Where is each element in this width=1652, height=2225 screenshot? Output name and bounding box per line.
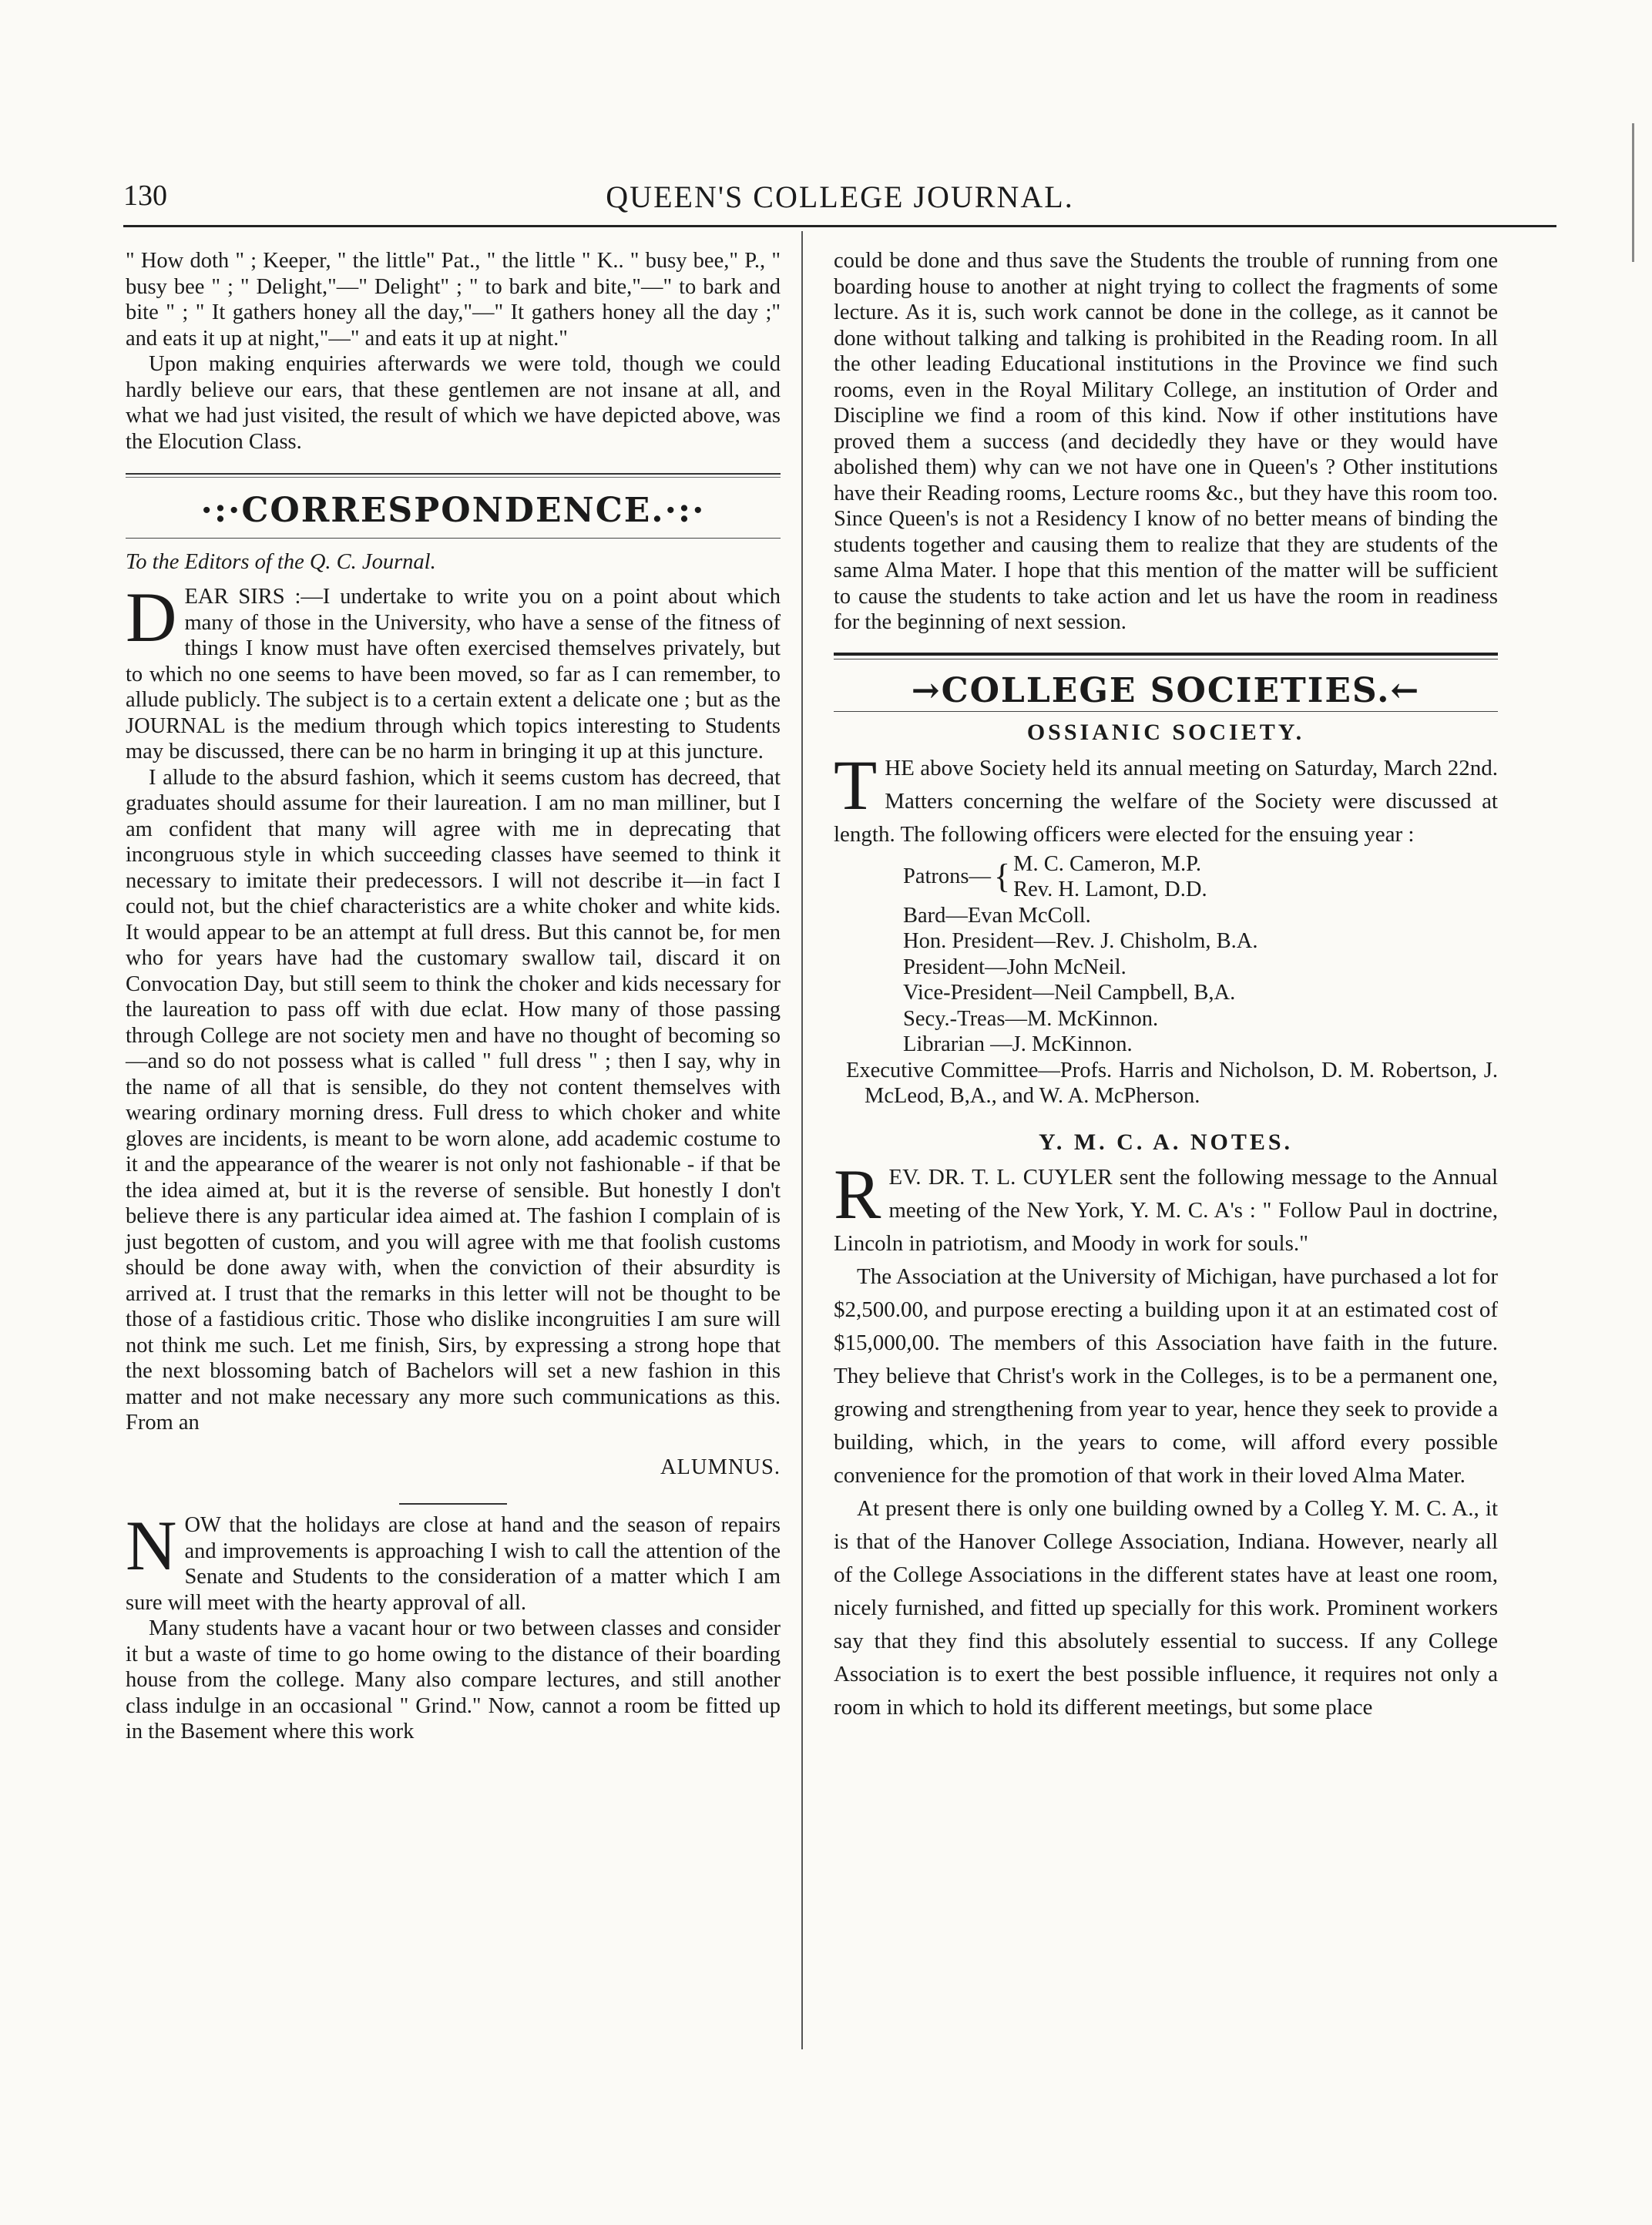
letter1-first-paragraph-text: EAR SIRS :—I undertake to write you on a point about which many of those in the University, who have a sense of the fitness of things I know must have often exercised themselves privately, but to which no one seems to have been moved, so far as I can remember, to allude publicly. The subject is to a certain extent a delicate one ; but as the JOURNAL is the medium through which topics interesting to Students may be discussed, there can be no harm in bringing it up at this juncture. [126, 585, 781, 763]
correspondence-heading: ·:·CORRESPONDENCE.·:· [200, 491, 706, 530]
letter1-signature: ALUMNUS. [660, 1455, 781, 1479]
ymca-paragraph-1-text: EV. DR. T. L. CUYLER sent the following message to the Annual meeting of the New York, Y. M. C. A's : " Follow Paul in doctrine, Lincoln in patriotism, and Moody in work for souls." [834, 1165, 1498, 1256]
ossianic-paragraph-text: HE above Society held its annual meeting on Saturday, March 22nd. Matters concerning the welfare of the Society were discussed at length. The following officers were elected for the ensuing year : [834, 755, 1498, 847]
page-number: 130 [123, 180, 167, 212]
letter2-first-paragraph [126, 1506, 781, 1616]
officer-bard: Bard—Evan McColl. [903, 903, 1091, 928]
officer-hon-president: Hon. President—Rev. J. Chisholm, B.A. [903, 929, 1258, 953]
patron-2: Rev. H. Lamont, D.D. [1013, 878, 1207, 901]
officer-vice-president: Vice-President—Neil Campbell, B,A. [903, 981, 1236, 1005]
ymca-paragraph-2: The Association at the University of Michigan, have purchased a lot for $2,500.00, and purpose erecting a building upon it at an estimated cost of $15,000,00. The members of this Association have faith in the future. They believe that Christ's work in the Colleges, is to be a permanent one, growing and strengthening from year to year, hence they seek to provide a building, which, in the years to come, will afford every possible convenience for the promotion of that work in their loved Alma Mater. [834, 1264, 1498, 1488]
column-divider [801, 231, 803, 2049]
letter2-first-paragraph-text: OW that the holidays are close at hand and the season of repairs and improvements is approaching I wish to call the attention of the Senate and Students to the consideration of a matter which I am sure will meet with the hearty approval of all. [126, 1513, 781, 1615]
officer-librarian: Librarian —J. McKinnon. [903, 1032, 1133, 1056]
left-column [126, 248, 781, 1745]
separator-rule [399, 1503, 507, 1505]
ossianic-heading: OSSIANIC SOCIETY. [1026, 720, 1305, 745]
patron-1: M. C. Cameron, M.P. [1013, 851, 1201, 876]
brace-glyph: { [994, 857, 1011, 895]
scan-edge-mark [1632, 123, 1634, 262]
dropcap-letter: R [834, 1155, 881, 1233]
right-column [834, 248, 1498, 1724]
patrons-list [1013, 851, 1207, 903]
section-rule [126, 538, 781, 539]
ossianic-paragraph [834, 745, 1498, 851]
dropcap-letter: T [834, 745, 878, 824]
ymca-paragraph-1 [834, 1155, 1498, 1260]
dropcap-letter: N [126, 1506, 177, 1585]
dropcap-letter: D [126, 578, 177, 656]
patrons-label: Patrons— [903, 864, 991, 889]
section-rule [834, 711, 1498, 712]
running-title: QUEEN'S COLLEGE JOURNAL. [606, 180, 1074, 214]
intro-paragraph: " How doth " ; Keeper, " the little" Pat., " the little " K.. " busy bee," P., " busy bee " ; " Delight,"—" Delight" ; " to bark and bite,"—" to bark and bite " ; " It gathers honey all the day,"—" It gathers honey all the day ;" and eats it up at night,"—" and eats it up at night." [126, 249, 781, 351]
letter1-first-paragraph [126, 578, 781, 765]
page-header [123, 179, 1556, 225]
letter1-second-paragraph: I allude to the absurd fashion, which it seems custom has decreed, that graduates should assume for their laureation. I am no man milliner, but I am confident that many will agree with me in deprecating that incongruous style in which succeeding classes have seemed to think it necessary to imitate their predecessors. I will not describe it—in fact I could not, but the chief characteristics are a white choker and white kids. It would appear to be an attempt at full dress. But this cannot be, for men who for years have had the customary swallow tail, discard it on Convocation Day, but still seem to think the choker and kids necessary for the laureation to pass off with due eclat. How many of those passing through College are not society men and have no thought of becoming so—and so do not possess what is called " full dress " ; then I say, why in the name of all that is sensible, do they not content themselves with wearing ordinary morning dress. Full dress to which choker and white gloves are incidents, is meant to be worn alone, add academic costume to it and the appearance of the wearer is not only not fashionable - if that be the idea aimed at, but it is the reverse of sensible. But honestly I don't believe there is any particular idea aimed at. The fashion I complain of is just begotten of custom, and you will agree with me that foolish customs should be done away with, when the conviction of their absurdity is arrived at. I trust that the remarks in this letter will not be thought to be those of a fastidious critic. Those who dislike incongruities I am sure will not think me such. Let me finish, Sirs, by expressing a strong hope that the next blossoming batch of Bachelors will set a new fashion in this matter and not make necessary any more such communications as this. From an [126, 765, 781, 1435]
enquiry-paragraph: Upon making enquiries afterwards we were told, though we could hardly believe our ears, that these gentlemen are not insane at all, and what we had just visited, the result of which we have depicted above, was the Elocution Class. [126, 352, 781, 454]
ymca-heading: Y. M. C. A. NOTES. [1038, 1129, 1294, 1155]
letter2-continuation: could be done and thus save the Students the trouble of running from one boarding house to another at night trying to collect the fragments of some lecture. As it is, such work cannot be done in the college, as it cannot be done without talking and talking is prohibited in the Reading room. In all the other leading Educational institutions in the Province we find such rooms, even in the Royal Military College, an institution of Order and Discipline we find a room of this kind. Now if other institutions have proved them a success (and decidedly they have or they would have abolished them) why can we not have one in Queen's ? Other institutions have their Reading rooms, Lecture rooms &c., but they have this room too. Since Queen's is not a Residency I know of no better means of binding the students together and causing them to realize that they are students of the same Alma Mater. I hope that this mention of the matter will be sufficient to cause the students to take action and let us have the room in readiness for the beginning of next session. [834, 249, 1498, 634]
patrons-entry [834, 851, 1498, 903]
section-rule [126, 473, 781, 478]
letter2-second-paragraph: Many students have a vacant hour or two between classes and consider it but a waste of time to go home owing to the distance of their boarding house from the college. Many also compare lectures, and still another class indulge in an occasional " Grind." Now, cannot a room be fitted up in the Basement where this work [126, 1616, 781, 1743]
ymca-paragraph-3: At present there is only one building owned by a Colleg Y. M. C. A., it is that of the Hanover College Association, Indiana. However, nearly all of the College Associations in the different states have at least one room, nicely furnished, and fitted up specially for this work. Prominent workers say that they find this absolutely essential to success. If any College Association is to exert the best possible influence, it requires not only a room in which to hold its different meetings, but some place [834, 1496, 1498, 1720]
officer-secy-treas: Secy.-Treas—M. McKinnon. [903, 1006, 1159, 1031]
header-rule [123, 225, 1556, 227]
officer-executive: Executive Committee—Profs. Harris and Nicholson, D. M. Robertson, J. McLeod, B,A., and W. A. McPherson. [846, 1058, 1498, 1108]
salutation: To the Editors of the Q. C. Journal. [126, 549, 436, 574]
college-societies-heading: →COLLEGE SOCIETIES.← [911, 670, 1421, 710]
officer-president: President—John McNeil. [903, 955, 1127, 979]
